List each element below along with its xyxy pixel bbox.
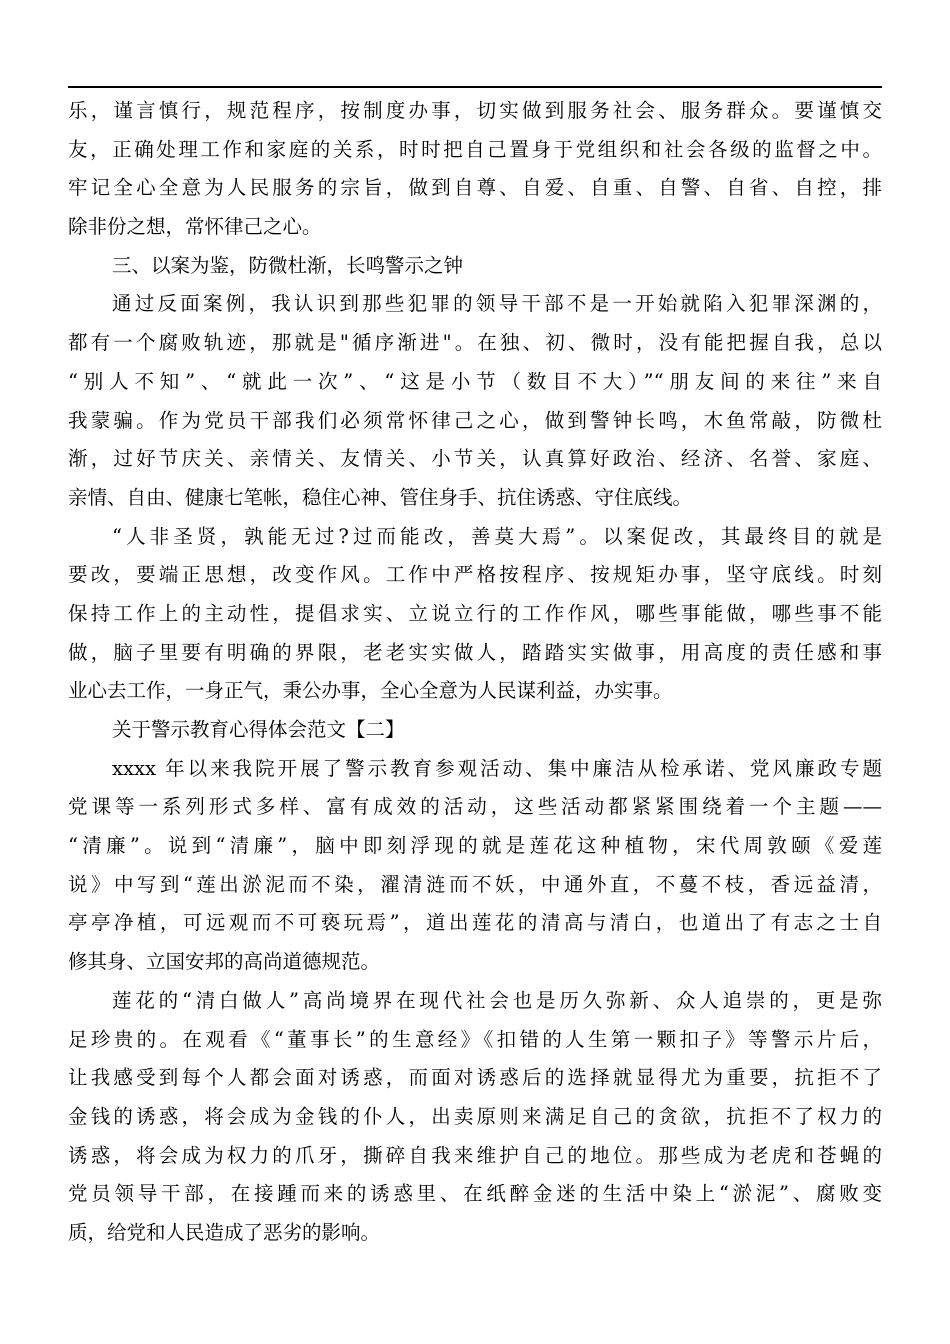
text-line: 做，脑子里要有明确的界限，老老实实做人，踏踏实实做事，用高度的责任感和事 (68, 640, 882, 664)
text-line: 金钱的诱惑，将会成为金钱的仆人，出卖原则来满足自己的贪欲，抗拒不了权力的 (68, 1104, 882, 1128)
text-line: 质，给党和人民造成了恶劣的影响。 (68, 1220, 381, 1244)
document-body (68, 92, 888, 1253)
header-rule (68, 86, 882, 88)
text-line: “别人不知”、“就此一次”、“这是小节（数目不大）”“朋友间的来往”来自 (68, 369, 882, 393)
section-heading: 三、以案为鉴，防微杜渐，长鸣警示之钟 (112, 253, 464, 277)
text-line: 足珍贵的。在观看《“董事长”的生意经》《扣错的人生第一颗扣子》等警示片后， (68, 1027, 882, 1051)
text-line: 通过反面案例，我认识到那些犯罪的领导干部不是一开始就陷入犯罪深渊的， (112, 292, 882, 316)
text-line: “清廉”。说到“清廉”，脑中即刻浮现的就是莲花这种植物，宋代周敦颐《爱莲 (68, 834, 882, 858)
text-line: 业心去工作，一身正气，秉公办事，全心全意为人民谋利益，办实事。 (68, 679, 673, 703)
text-line: 除非份之想，常怀律己之心。 (68, 215, 322, 239)
text-line: 莲花的“清白做人”高尚境界在现代社会也是历久弥新、众人追崇的，更是弥 (112, 988, 882, 1012)
text-line: 要改，要端正思想，改变作风。工作中严格按程序、按规矩办事，坚守底线。时刻 (68, 563, 882, 587)
text-line: xxxx 年以来我院开展了警示教育参观活动、集中廉洁从检承诺、党风廉政专题 (112, 756, 882, 780)
text-line: 保持工作上的主动性，提倡求实、立说立行的工作作风，哪些事能做，哪些事不能 (68, 601, 882, 625)
text-line: “人非圣贤，孰能无过?过而能改，善莫大焉”。以案促改，其最终目的就是 (112, 524, 882, 548)
text-line: 让我感受到每个人都会面对诱惑，而面对诱惑后的选择就显得尤为重要，抗拒不了 (68, 1066, 882, 1090)
text-line: 亲情、自由、健康七笔帐，稳住心神、管住身手、抗住诱惑、守住底线。 (68, 485, 693, 509)
text-line: 渐，过好节庆关、亲情关、友情关、小节关，认真算好政治、经济、名誉、家庭、 (68, 447, 882, 471)
text-line: 修其身、立国安邦的高尚道德规范。 (68, 950, 381, 974)
text-line: 我蒙骗。作为党员干部我们必须常怀律己之心，做到警钟长鸣，木鱼常敲，防微杜 (68, 408, 882, 432)
text-line: 牢记全心全意为人民服务的宗旨，做到自尊、自爱、自重、自警、自省、自控，排 (68, 176, 882, 200)
text-line: 党课等一系列形式多样、富有成效的活动，这些活动都紧紧围绕着一个主题—— (68, 795, 882, 819)
text-line: 乐，谨言慎行，规范程序，按制度办事，切实做到服务社会、服务群众。要谨慎交 (68, 99, 882, 122)
text-line: 都有一个腐败轨迹，那就是"循序渐进"。在独、初、微时，没有能把握自我，总以 (68, 331, 882, 355)
text-line: 亭亭净植，可远观而不可亵玩焉”，道出莲花的清高与清白，也道出了有志之士自 (68, 911, 882, 935)
text-line: 友，正确处理工作和家庭的关系，时时把自己置身于党组织和社会各级的监督之中。 (68, 137, 882, 161)
text-line: 诱惑，将会成为权力的爪牙，撕碎自我来维护自己的地位。那些成为老虎和苍蝇的 (68, 1143, 882, 1167)
text-line: 党员领导干部，在接踵而来的诱惑里、在纸醉金迷的生活中染上“淤泥”、腐败变 (68, 1182, 882, 1206)
article-title: 关于警示教育心得体会范文【二】 (112, 718, 405, 741)
text-line: 说》中写到“莲出淤泥而不染，濯清涟而不妖，中通外直，不蔓不枝，香远益清， (68, 872, 882, 896)
